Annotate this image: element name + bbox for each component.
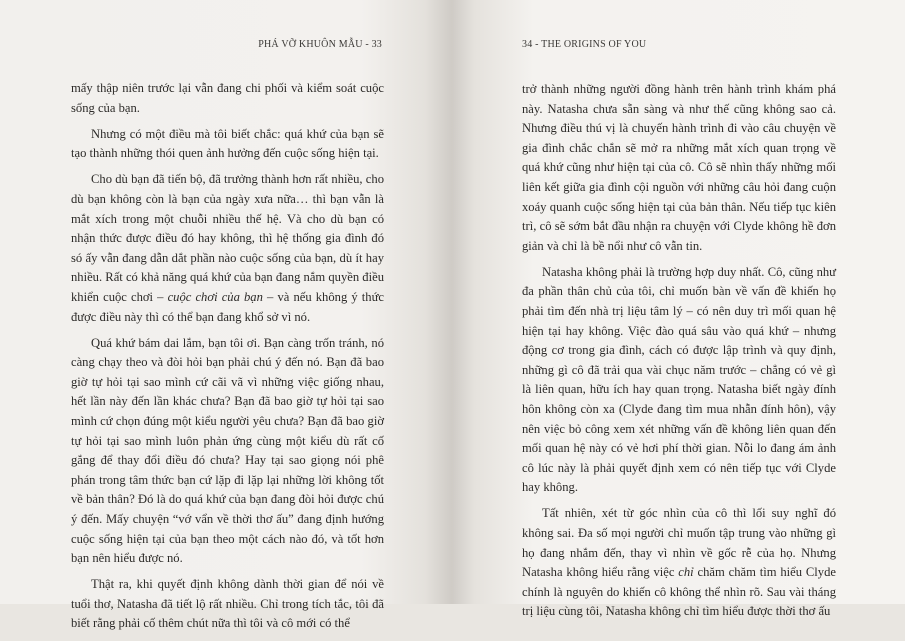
- right-page-body: [522, 80, 836, 629]
- left-page: [0, 0, 452, 631]
- italic-text: cuộc chơi của bạn: [167, 289, 263, 304]
- paragraph: [71, 125, 384, 164]
- right-page-header: 34 - THE ORIGINS OF YOU: [522, 39, 647, 50]
- paragraph: [522, 80, 836, 256]
- paragraph-text: Quá khứ bám dai lắm, bạn tôi ơi. Bạn càng trốn tránh, nó càng chạy theo và đòi hỏi bạn phải chú ý đến nó. Bạn đã bao giờ tự hỏi tại sao mình cứ cãi vã vì những việc giống nhau, hết lần này đến lần khác chưa? Bạn đã bao giờ tự hỏi tại sao mình cứ chọn đúng một kiểu người yêu chưa? Bạn đã bao giờ tự hỏi tại sao mình luôn phản ứng cùng một kiểu dù rất cố gắng để thay đổi điều đó chưa? Hay tại sao giọng nói phê phán trong tâm thức bạn cứ lặp đi lặp lại những lời không tốt về bản thân? Đó là do quá khứ của bạn đang đòi hỏi được chú ý đến. Mấy chuyện “vớ vẩn về thời thơ ấu” đang định hướng cuộc sống hiện tại của bạn theo một cách nào đó, và tốt hơn bạn nên hiểu được nó.: [71, 335, 384, 566]
- paragraph-text: – và nếu không ý thức được điều này thì có thể bạn đang khổ sở vì nó.: [71, 289, 384, 324]
- paragraph: [522, 504, 836, 622]
- paragraph: [522, 263, 836, 498]
- paragraph: [71, 170, 384, 327]
- paragraph-text: Natasha không phải là trường hợp duy nhất. Cô, cũng như đa phần thân chủ của tôi, chỉ muốn bàn về vấn đề khiến họ phải tìm đến nhà trị liệu tâm lý – có nên duy trì mối quan hệ hiện tại hay không. Việc đào quá sâu vào quá khứ – nhưng động cơ trong gia đình, cách có được lập trình và quy định, những gì cô đã trải qua vài chục năm trước – chẳng có vẻ gì là liên quan, hữu ích hay quan trọng. Natasha biết ngày đính hôn không còn xa (Clyde đang tìm mua nhẫn đính hôn), vậy nên việc bỏ công xem xét những vấn đề không liên quan đến mối quan hệ này có vẻ hơi phí thời gian. Nỗi lo đang ám ảnh cô lúc này là phải quyết định xem có nên tiếp tục với Clyde hay không.: [522, 264, 836, 495]
- paragraph: [71, 575, 384, 634]
- italic-text: chỉ: [678, 565, 694, 580]
- paragraph-text: Nhưng có một điều mà tôi biết chắc: quá khứ của bạn sẽ tạo thành những thói quen ảnh hưởng đến cuộc sống hiện tại.: [71, 126, 384, 161]
- paragraph-text: trở thành những người đồng hành trên hành trình khám phá này. Natasha chưa sẵn sàng và như thế cũng không sao cả. Nhưng điều thú vị là chuyến hành trình đi vào câu chuyện về gia đình chắc chắn sẽ mở ra những mắt xích quan trọng về quá khứ cũng như hiện tại của cô. Cô sẽ nhìn thấy những mối liên kết giữa gia đình cội nguồn với những câu hỏi đang cuộn xoáy quanh cuộc sống hiện tại của bản thân. Nếu tiếp tục kiên trì, cô sẽ sớm bắt đầu nhận ra chuyện với Clyde không hề đơn giản và chỉ là bề nổi như cô vẫn tin.: [522, 82, 836, 253]
- paragraph-text: chăm chăm tìm hiểu Clyde chính là nguyên do khiến cô không thể nhìn rõ. Sau vài tháng trị liệu cùng tôi, Natasha không chỉ tìm hiểu được thời thơ ấu: [522, 565, 836, 619]
- paragraph-text: Thật ra, khi quyết định không dành thời gian để nói về tuổi thơ, Natasha đã tiết lộ rất nhiều. Chỉ trong tích tắc, tôi đã biết rằng phải cố thêm chút nữa thì tôi và cô mới có thể: [71, 577, 384, 631]
- paragraph-text: Cho dù bạn đã tiến bộ, đã trưởng thành hơn rất nhiều, cho dù bạn không còn là bạn của ngày xưa nữa… thì bạn vẫn là mắt xích trong một chuỗi nhiều thế hệ. Và cho dù bạn có nhận thức được điều đó hay không, thì hệ thống gia đình đó só ấy vẫn đang dẫn dắt phần nào cuộc sống của bạn, dù ít hay nhiều. Rất có khả năng quá khứ của bạn đang nắm quyền điều khiển cuộc chơi –: [71, 172, 384, 304]
- left-page-body: [71, 79, 384, 641]
- paragraph-text: Tất nhiên, xét từ góc nhìn của cô thì lối suy nghĩ đó không sai. Đa số mọi người chỉ muốn tập trung vào những gì họ đang nhắm đến, thay vì nhìn về gốc rễ của họ. Nhưng Natasha không hiểu rằng việc: [522, 506, 836, 580]
- right-page: [452, 0, 905, 619]
- paragraph: [71, 79, 384, 118]
- paragraph: [71, 334, 384, 569]
- left-page-header: PHÁ VỠ KHUÔN MẪU - 33: [258, 39, 382, 50]
- paragraph-text: mấy thập niên trước lại vẫn đang chi phối và kiểm soát cuộc sống của bạn.: [71, 81, 384, 115]
